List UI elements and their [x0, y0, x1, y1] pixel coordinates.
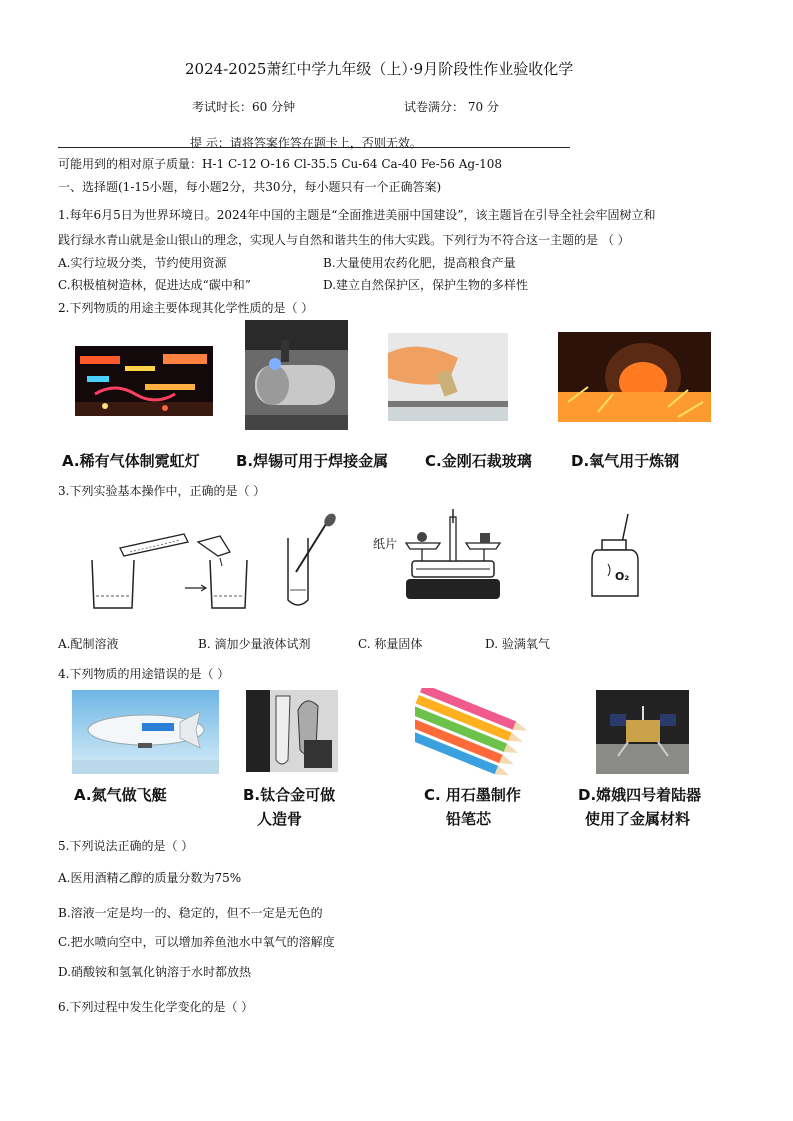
- hint-underline: [58, 147, 570, 148]
- q3-stem: 3.下列实验基本操作中，正确的是（ ）: [58, 484, 266, 498]
- q4-label-c-line2: 铅笔芯: [446, 810, 492, 828]
- paper-label: 纸片: [373, 537, 398, 551]
- lunar-lander-image: [596, 690, 689, 774]
- pencils-image: [415, 688, 531, 776]
- q1-stem-line2: 践行绿水青山就是金山银山的理念，实现人与自然和谐共生的伟大实践。下列行为不符合这一主题的是 （ ）: [58, 233, 630, 247]
- steelmaking-image: [558, 332, 711, 422]
- atomic-masses: 可能用到的相对原子质量：H-1 C-12 O-16 Cl-35.5 Cu-64 Ca-40 Fe-56 Ag-108: [58, 157, 503, 171]
- exam-full-score: 试卷满分： 70 分: [404, 100, 499, 114]
- airship-image: [72, 690, 219, 774]
- o2-label: O₂: [615, 570, 630, 583]
- exam-duration: 考试时长：60 分钟: [192, 100, 296, 114]
- q5-stem: 5.下列说法正确的是（ ）: [58, 839, 194, 853]
- soldering-image: [245, 320, 348, 430]
- q4-label-b-line2: 人造骨: [257, 810, 303, 828]
- q5-option-d: D.硝酸铵和氢氧化钠溶于水时都放热: [58, 965, 252, 979]
- q1-option-c: C.积极植树造林，促进达成“碳中和”: [58, 278, 251, 292]
- q2-stem: 2.下列物质的用途主要体现其化学性质的是（ ）: [58, 301, 314, 315]
- q1-option-d: D.建立自然保护区，保护生物的多样性: [323, 278, 529, 292]
- q1-stem-line1: 1.每年6月5日为世界环境日。2024年中国的主题是“全面推进美丽中国建设”，该主题旨在引导全社会牢固树立和: [58, 208, 656, 222]
- q4-stem: 4.下列物质的用途错误的是（ ）: [58, 667, 230, 681]
- q3-label-b: B. 滴加少量液体试剂: [198, 637, 311, 651]
- q5-option-c: C.把水喷向空中，可以增加养鱼池水中氧气的溶解度: [58, 935, 335, 949]
- q4-label-b-line1: B.钛合金可做: [243, 786, 336, 804]
- q2-label-a: A.稀有气体制霓虹灯: [62, 452, 200, 470]
- exam-hint: 提 示：请将答案作答在题卡上，否则无效。: [190, 136, 422, 150]
- oxygen-bottle-drawing: [588, 510, 646, 600]
- dropper-test-tube-drawing: [284, 512, 344, 612]
- q1-option-a: A.实行垃圾分类，节约使用资源: [58, 256, 227, 270]
- q2-label-d: D.氧气用于炼钢: [571, 452, 680, 470]
- q2-label-b: B.焊锡可用于焊接金属: [236, 452, 389, 470]
- diamond-cutter-image: [388, 333, 508, 421]
- q3-label-a: A.配制溶液: [58, 637, 119, 651]
- q6-stem: 6.下列过程中发生化学变化的是（ ）: [58, 1000, 254, 1014]
- balance-drawing: [402, 503, 504, 603]
- q4-label-d-line1: D.嫦娥四号着陆器: [578, 786, 702, 804]
- q1-option-b: B.大量使用农药化肥，提高粮食产量: [323, 256, 516, 270]
- q4-label-a: A.氮气做飞艇: [74, 786, 167, 804]
- section-heading: 一、选择题(1-15小题，每小题2分，共30分，每小题只有一个正确答案): [58, 180, 442, 194]
- q4-label-d-line2: 使用了金属材料: [585, 810, 691, 828]
- titanium-bone-image: [246, 690, 338, 772]
- q4-label-c-line1: C. 用石墨制作: [424, 786, 521, 804]
- neon-lights-image: [75, 346, 213, 416]
- exam-title: 2024-2025萧红中学九年级（上）·9月阶段性作业验收化学: [185, 60, 574, 78]
- q3-label-d: D. 验满氧气: [485, 637, 550, 651]
- q5-option-b: B.溶液一定是均一的、稳定的，但不一定是无色的: [58, 906, 323, 920]
- q5-option-a: A.医用酒精乙醇的质量分数为75%: [58, 871, 242, 885]
- prepare-solution-drawing: [80, 530, 250, 612]
- q2-label-c: C.金刚石裁玻璃: [425, 452, 532, 470]
- q3-label-c: C. 称量固体: [358, 637, 423, 651]
